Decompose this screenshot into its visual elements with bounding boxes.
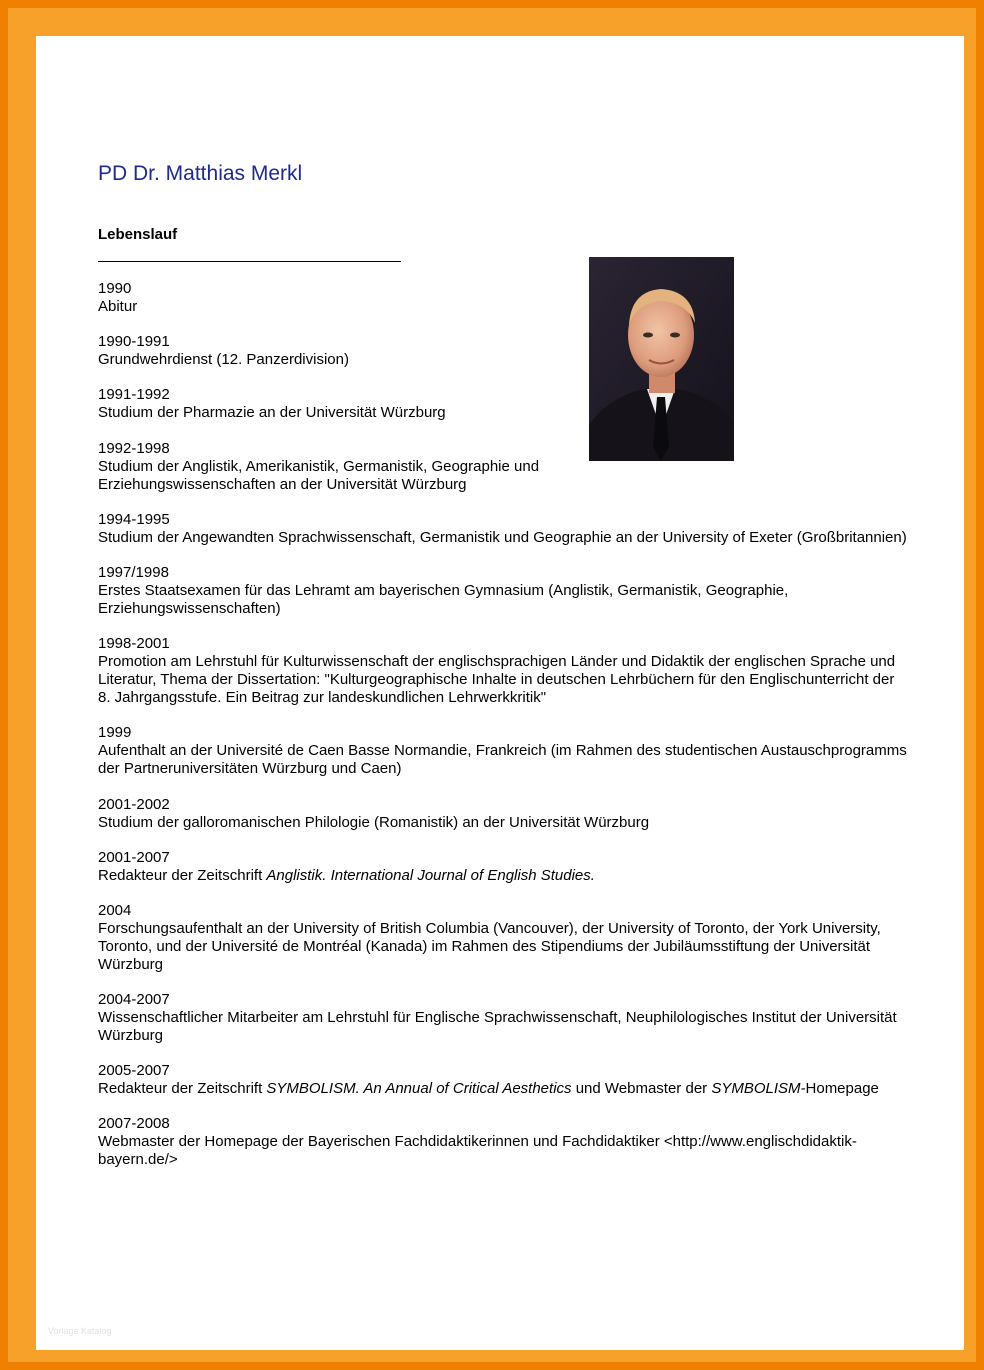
- cv-page: [36, 36, 964, 1350]
- cv-entry: [98, 724, 908, 778]
- entry-year: 1990-1991: [98, 333, 170, 351]
- cv-entry: [98, 796, 908, 832]
- outer-frame: [8, 8, 976, 1362]
- entry-year: 2001-2007: [98, 848, 170, 866]
- entry-text: [98, 1080, 908, 1098]
- entry-text: Wissenschaftlicher Mitarbeiter am Lehrstuhl für Englische Sprachwissenschaft, Neuphilologisches Institut der Universität Würzburg: [98, 1009, 897, 1045]
- entry-text-part: Homepage: [805, 1080, 879, 1098]
- entry-year: 1998-2001: [98, 635, 170, 653]
- entry-year: 1997/1998: [98, 563, 169, 581]
- watermark: Vorlage Katalog: [48, 1326, 112, 1336]
- entry-text: Studium der Angewandten Sprachwissenschaft, Germanistik und Geographie an der University of Exeter (Großbritannien): [98, 528, 907, 546]
- entry-year: 1992-1998: [98, 439, 170, 457]
- entry-text: Erstes Staatsexamen für das Lehramt am bayerischen Gymnasium (Anglistik, Germanistik, Geographie, Erziehungswissenschaften): [98, 581, 789, 617]
- cv-entry: [98, 1115, 908, 1169]
- entry-year: 2005-2007: [98, 1062, 170, 1080]
- entry-text: Grundwehrdienst (12. Panzerdivision): [98, 351, 349, 369]
- cv-entry: [98, 564, 908, 618]
- entry-text: Abitur: [98, 298, 138, 315]
- entry-text: Aufenthalt an der Université de Caen Basse Normandie, Frankreich (im Rahmen des studentischen Austauschprogramms der Partneruniversitäten Würzburg und Caen): [98, 742, 907, 778]
- section-heading-lebenslauf: Lebenslauf: [98, 226, 178, 243]
- entry-year: 2007-2008: [98, 1115, 170, 1133]
- cv-entry: [98, 635, 908, 707]
- cv-entry: [98, 902, 908, 974]
- entry-text: Promotion am Lehrstuhl für Kulturwissenschaft der englischsprachigen Länder und Didaktik der englischen Sprache und Literatur, Thema der Dissertation: "Kulturgeographische Inhalte in deutschen Lehrbüchern für den Englischunterricht der 8. Jahrgangsstufe. Ein Beitrag zur landeskundlichen Lehrwerkkritik": [98, 653, 896, 707]
- cv-entry: [98, 280, 908, 316]
- person-name: PD Dr. Matthias Merkl: [98, 162, 303, 185]
- cv-entry: [98, 386, 908, 422]
- entry-text: Forschungsaufenthalt an der University of British Columbia (Vancouver), der University of Toronto, der York University, Toronto, und der Université de Montréal (Kanada) im Rahmen des Stipendiums der Jubiläumsstiftung der Universität Würzburg: [98, 919, 881, 973]
- entry-year: 2004-2007: [98, 991, 170, 1009]
- cv-entry: [98, 333, 908, 369]
- cv-entry: [98, 849, 908, 885]
- entry-year: 1999: [98, 724, 132, 742]
- entry-year: 1994-1995: [98, 510, 170, 528]
- journal-title: SYMBOLISM-: [711, 1080, 806, 1098]
- entry-text-part: Redakteur der Zeitschrift: [98, 866, 267, 884]
- entry-year: 1991-1992: [98, 386, 170, 404]
- entry-text: Studium der galloromanischen Philologie (Romanistik) an der Universität Würzburg: [98, 813, 650, 831]
- cv-entry: [98, 440, 908, 494]
- cv-entry: [98, 1062, 908, 1098]
- journal-title: SYMBOLISM. An Annual of Critical Aesthetics: [266, 1080, 572, 1098]
- entry-text: [98, 867, 908, 885]
- cv-entry: [98, 991, 908, 1045]
- entry-text: Webmaster der Homepage der Bayerischen Fachdidaktikerinnen und Fachdidaktiker <http://www.englischdidaktik-bayern.de/>: [98, 1133, 857, 1169]
- entry-year: 2004: [98, 901, 132, 919]
- heading-underline: [98, 261, 401, 262]
- entry-text: Studium der Pharmazie an der Universität Würzburg: [98, 404, 446, 422]
- journal-title: Anglistik. International Journal of English Studies.: [266, 866, 595, 884]
- entry-text: Studium der Anglistik, Amerikanistik, Germanistik, Geographie und Erziehungswissenschaften an der Universität Würzburg: [98, 457, 540, 493]
- cv-entries: [98, 280, 908, 1187]
- entry-text-part: und Webmaster der: [571, 1080, 712, 1098]
- entry-year: 2001-2002: [98, 795, 170, 813]
- cv-entry: [98, 511, 908, 547]
- entry-year: 1990: [98, 280, 132, 297]
- entry-text-part: Redakteur der Zeitschrift: [98, 1080, 267, 1098]
